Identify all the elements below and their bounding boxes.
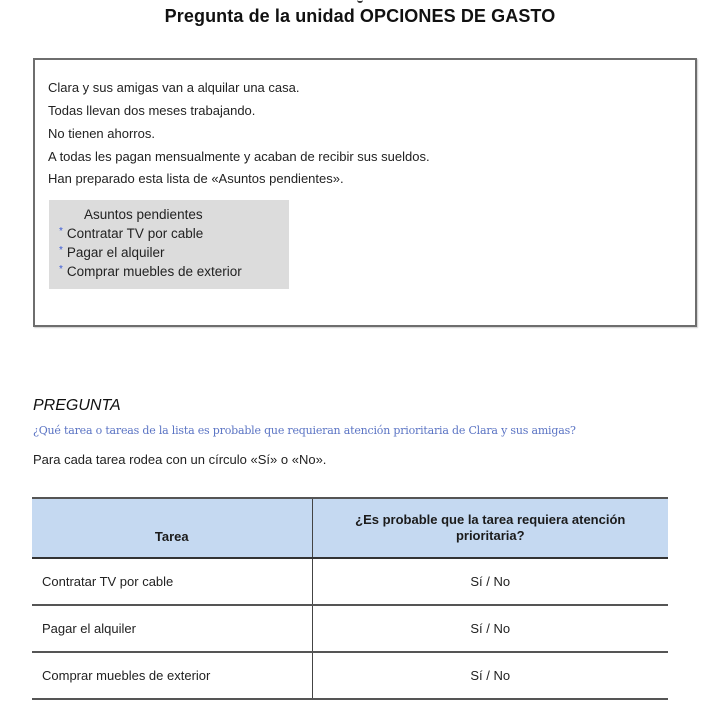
bullet-icon: * — [59, 245, 63, 256]
stimulus-line: Todas llevan dos meses trabajando. — [48, 103, 256, 118]
task-cell: Contratar TV por cable — [32, 558, 312, 605]
question-prompt: ¿Qué tarea o tareas de la lista es probable que requieran atención prioritaria de Clara y sus amigas? — [33, 424, 576, 437]
bullet-icon: * — [59, 226, 63, 237]
stimulus-line: Han preparado esta lista de «Asuntos pendientes». — [48, 171, 344, 186]
stimulus-line: Clara y sus amigas van a alquilar una casa. — [48, 80, 300, 95]
task-cell: Pagar el alquiler — [32, 605, 312, 652]
question-instruction: Para cada tarea rodea con un círculo «Sí» o «No». — [33, 452, 327, 467]
todo-item-label: Contratar TV por cable — [66, 226, 204, 241]
answer-cell[interactable]: Sí / No — [312, 558, 668, 605]
column-header-task: Tarea — [32, 498, 312, 558]
task-cell: Comprar muebles de exterior — [32, 652, 312, 699]
answer-cell[interactable]: Sí / No — [312, 605, 668, 652]
todo-item-label: Comprar muebles de exterior — [66, 264, 242, 279]
table-row — [32, 558, 668, 605]
table-header-row — [32, 498, 668, 558]
question-heading: PREGUNTA — [33, 397, 121, 414]
stimulus-line: No tienen ahorros. — [48, 126, 155, 141]
todo-list-item — [59, 245, 164, 260]
page-title: Pregunta de la unidad OPCIONES DE GASTO — [164, 6, 556, 26]
answer-table — [32, 497, 668, 700]
table-row — [32, 652, 668, 699]
answer-cell[interactable]: Sí / No — [312, 652, 668, 699]
stimulus-box — [33, 58, 697, 327]
todo-list-box — [49, 200, 289, 289]
column-header-priority: ¿Es probable que la tarea requiera atención prioritaria? — [312, 498, 668, 558]
todo-item-label: Pagar el alquiler — [66, 245, 165, 260]
cropped-text-fragment — [357, 0, 363, 3]
todo-list-item — [59, 264, 242, 279]
stimulus-line: A todas les pagan mensualmente y acaban de recibir sus sueldos. — [48, 149, 430, 164]
todo-list-title: Asuntos pendientes — [84, 207, 203, 222]
todo-list-item — [59, 226, 203, 241]
bullet-icon: * — [59, 264, 63, 275]
table-row — [32, 605, 668, 652]
